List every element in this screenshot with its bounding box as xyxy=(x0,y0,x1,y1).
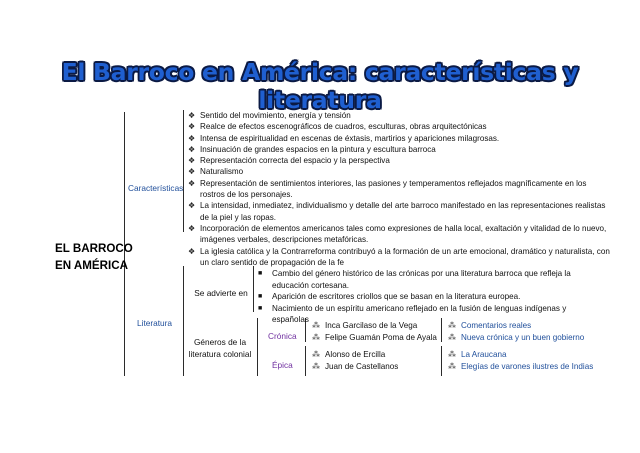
list-item xyxy=(188,178,612,201)
epica-bracket-line xyxy=(305,346,306,376)
list-item xyxy=(188,166,612,177)
literature-label: Literatura xyxy=(137,318,173,328)
characteristic-text: Naturalismo xyxy=(200,167,244,177)
root-label xyxy=(55,240,133,274)
advertise-bracket-line xyxy=(253,266,254,312)
square-bullet-icon: ■ xyxy=(258,304,263,312)
list-item xyxy=(448,320,584,332)
characteristic-text: Intensa de espiritualidad en escenas de éxtasis, martirios y apariciones milagrosas. xyxy=(200,133,500,143)
list-item xyxy=(188,110,612,121)
square-bullet-icon: ■ xyxy=(258,270,263,277)
diamond-bullet-icon: ❖ xyxy=(188,144,196,154)
characteristics-list xyxy=(188,110,612,268)
advertise-list xyxy=(258,268,600,326)
genres-bracket-line xyxy=(257,318,258,376)
epica-works-bracket-line xyxy=(441,346,442,376)
diamond-bullet-icon: ❖ xyxy=(188,156,196,166)
diamond-bullet-icon: ❖ xyxy=(188,201,196,211)
triple-dot-bullet-icon: ⁂ xyxy=(448,350,456,359)
list-item xyxy=(188,133,612,144)
epica-authors xyxy=(312,349,398,372)
list-item xyxy=(188,246,612,269)
genres-label-line-1: Géneros de la xyxy=(193,337,247,347)
triple-dot-bullet-icon: ⁂ xyxy=(312,350,320,359)
work-title: Nueva crónica y un buen gobierno xyxy=(461,332,585,342)
list-item xyxy=(312,332,437,344)
page-title: El Barroco en América: características y literatura xyxy=(61,58,579,114)
diamond-bullet-icon: ❖ xyxy=(188,122,196,132)
list-item xyxy=(188,121,612,132)
diamond-bullet-icon: ❖ xyxy=(188,111,196,120)
characteristic-text: Representación correcta del espacio y la perspectiva xyxy=(200,156,390,166)
list-item xyxy=(448,361,593,373)
triple-dot-bullet-icon: ⁂ xyxy=(448,332,456,342)
diamond-bullet-icon: ❖ xyxy=(188,133,196,143)
triple-dot-bullet-icon: ⁂ xyxy=(448,361,456,371)
triple-dot-bullet-icon: ⁂ xyxy=(448,321,456,330)
characteristic-text: Insinuación de grandes espacios en la pintura y escultura barroca xyxy=(200,144,436,154)
literature-bracket-line xyxy=(183,266,184,376)
epica-works xyxy=(448,349,593,372)
author-name: Inca Garcilaso de la Vega xyxy=(325,321,418,330)
triple-dot-bullet-icon: ⁂ xyxy=(312,332,320,342)
advertise-text: Cambio del género histórico de las crónicas por una literatura barroca que refleja la educación cortesana. xyxy=(272,269,571,290)
list-item xyxy=(312,349,398,361)
work-title: Comentarios reales xyxy=(461,321,532,330)
author-name: Alonso de Ercilla xyxy=(325,350,386,359)
genre-epica: Épica xyxy=(272,360,293,370)
advertise-text: Aparición de escritores criollos que se basan en la literatura europea. xyxy=(272,292,521,301)
characteristic-text: La intensidad, inmediatez, individualismo y detalle del arte barroco manifestado en las representaciones realistas de la piel y las ropas. xyxy=(200,201,606,222)
list-item xyxy=(258,268,600,291)
cronica-works xyxy=(448,320,584,343)
diamond-bullet-icon: ❖ xyxy=(188,223,196,233)
genre-cronica: Crónica xyxy=(268,331,297,341)
characteristic-text: Realce de efectos escenográficos de cuadros, esculturas, obras arquitectónicas xyxy=(200,122,487,132)
list-item xyxy=(448,332,584,344)
list-item xyxy=(188,144,612,155)
characteristic-text: Representación de sentimientos interiores, las pasiones y temperamentos reflejados magníficamente en los rostros de los personajes. xyxy=(200,178,587,200)
advertise-label: Se advierte en xyxy=(194,288,248,298)
list-item xyxy=(188,200,612,223)
work-title: Elegías de varones ilustres de Indias xyxy=(461,361,594,371)
diamond-bullet-icon: ❖ xyxy=(188,167,196,177)
triple-dot-bullet-icon: ⁂ xyxy=(312,321,320,330)
author-name: Felipe Guamán Poma de Ayala xyxy=(325,332,437,342)
triple-dot-bullet-icon: ⁂ xyxy=(312,361,320,371)
list-item xyxy=(312,320,437,332)
cronica-authors xyxy=(312,320,437,343)
characteristic-text: Incorporación de elementos americanos tales como expresiones de halla local, exaltación y vitalidad de lo nuevo, imágenes verbales, descripciones metafóricas. xyxy=(200,223,607,245)
root-label-line-1: EL BARROCO xyxy=(55,242,133,255)
characteristics-bracket-line xyxy=(183,110,184,232)
characteristics-label: Características xyxy=(128,183,184,193)
genres-label xyxy=(185,337,255,360)
characteristic-text: Sentido del movimiento, energía y tensión xyxy=(200,111,351,120)
root-label-line-2: EN AMÉRICA xyxy=(55,259,128,272)
list-item xyxy=(188,155,612,166)
genres-label-line-2: literatura colonial xyxy=(188,348,252,359)
list-item xyxy=(258,291,600,303)
characteristic-text: La iglesia católica y la Contrarreforma contribuyó a la formación de un arte emocional, dramático y naturalista, con un claro sentido de propagación de la fe xyxy=(200,246,610,267)
list-item xyxy=(188,223,612,246)
list-item xyxy=(312,361,398,373)
advertise-text: Nacimiento de un espíritu americano reflejado en la fusión de lenguas indígenas y españolas xyxy=(272,303,567,324)
diamond-bullet-icon: ❖ xyxy=(188,246,196,256)
list-item xyxy=(448,349,593,361)
square-bullet-icon: ■ xyxy=(258,293,263,300)
work-title: La Araucana xyxy=(461,350,507,359)
diamond-bullet-icon: ❖ xyxy=(188,178,196,188)
author-name: Juan de Castellanos xyxy=(325,361,399,371)
